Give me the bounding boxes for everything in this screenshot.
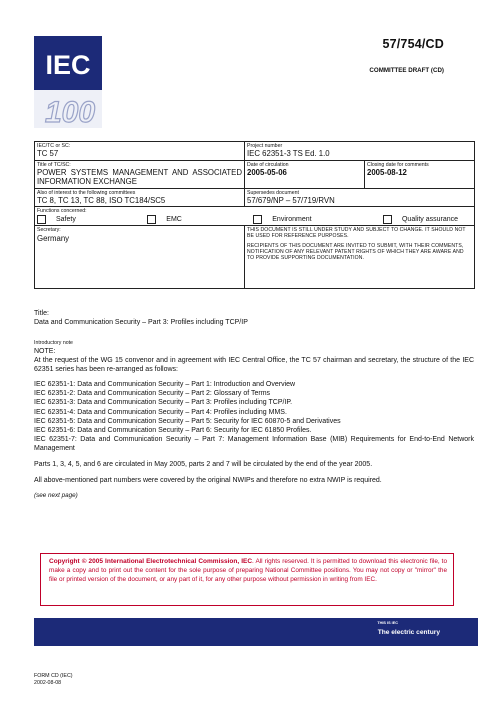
tc-cell: [35, 142, 245, 161]
title-label: Title:: [34, 310, 49, 317]
notice-study: THIS DOCUMENT IS STILL UNDER STUDY AND SUBJECT TO CHANGE. IT SHOULD NOT BE USED FOR REFERENCE PURPOSES.: [247, 227, 466, 240]
nwip-paragraph: All above-mentioned part numbers were covered by the original NWIPs and therefore no extra NWIP is required.: [34, 477, 382, 485]
environment-checkbox[interactable]: [253, 215, 262, 224]
title-value: POWER SYSTEMS MANAGEMENT AND ASSOCIATED INFORMATION EXCHANGE: [37, 167, 242, 187]
table-row: [35, 207, 475, 226]
table-row: [35, 142, 475, 161]
document-title: Data and Communication Security – Part 3: Profiles including TCP/IP: [34, 319, 248, 327]
copyright-notice: [40, 553, 454, 606]
quality-assurance-checkbox[interactable]: [383, 215, 392, 224]
circulation-cell: [245, 160, 365, 188]
interest-cell: [35, 188, 245, 207]
banner-tagline: THIS IS IEC: [377, 621, 398, 625]
emc-checkbox[interactable]: [147, 215, 156, 224]
list-item: IEC 62351-4: Data and Communication Security – Part 4: Profiles including MMS.: [34, 408, 287, 416]
safety-checkbox[interactable]: [37, 215, 46, 224]
list-item: IEC 62351-2: Data and Communication Security – Part 2: Glossary of Terms: [34, 390, 271, 398]
interest-label: Also of interest to the following committees: [37, 189, 136, 196]
closing-cell: [365, 160, 475, 188]
circulation-value: 2005-05-06: [247, 167, 287, 177]
function-label: Quality assurance: [401, 215, 459, 223]
title-label: Title of TC/SC:: [37, 161, 71, 168]
document-type: COMMITTEE DRAFT (CD): [369, 67, 444, 74]
parts-list: [34, 380, 474, 453]
secretary-cell: [35, 226, 245, 289]
list-item: IEC 62351-3: Data and Communication Security – Part 3: Profiles including TCP/IP.: [34, 399, 293, 407]
functions-cell: [35, 207, 475, 226]
interest-value: TC 8, TC 13, TC 88, ISO TC184/SC5: [37, 195, 166, 205]
function-emc[interactable]: [147, 215, 182, 224]
secretary-value: Germany: [37, 233, 70, 243]
cover-info-table: [34, 141, 475, 289]
see-next-page: (see next page): [34, 492, 78, 500]
function-label: Safety: [56, 215, 76, 223]
function-label: Environment: [272, 215, 312, 223]
form-date: 2002-08-08: [34, 679, 62, 686]
iec-banner: [34, 618, 478, 646]
closing-value: 2005-08-12: [367, 167, 407, 177]
list-item: IEC 62351-5: Data and Communication Security – Part 5: Security for IEC 60870-5 and Derivatives: [34, 417, 341, 425]
project-label: Project number: [247, 143, 283, 149]
supersedes-label: Supersedes document: [247, 189, 299, 196]
list-item: IEC 62351-6: Data and Communication Security – Part 6: Security for IEC 61850 Profiles.: [34, 426, 312, 434]
tc-label: IEC/TC or SC:: [37, 143, 71, 149]
tc-value: TC 57: [37, 149, 59, 159]
circulation-label: Date of circulation: [247, 161, 289, 168]
project-value: IEC 62351-3 TS Ed. 1.0: [247, 149, 330, 159]
functions-list: [37, 214, 472, 224]
note-text: At the request of the WG 15 convenor and in agreement with IEC Central Office, the TC 57 chairman and secretary, the structure of the IEC 62351 series has been re-arranged as follows:: [34, 357, 474, 374]
iec-logo: [34, 36, 102, 128]
form-footer: [34, 673, 73, 686]
closing-label: Closing date for comments: [367, 161, 429, 168]
project-cell: [245, 142, 475, 161]
copyright-heading: Copyright © 2005 International Electrotechnical Commission, IEC: [49, 558, 253, 565]
circulation-paragraph: Parts 1, 3, 4, 5, and 6 are circulated in May 2005, parts 2 and 7 will be circulated by the end of the year 2005.: [34, 460, 373, 468]
document-body: [34, 309, 474, 500]
function-safety[interactable]: [37, 215, 76, 224]
list-item: IEC 62351-1: Data and Communication Security – Part 1: Introduction and Overview: [34, 381, 296, 389]
table-row: [35, 160, 475, 188]
functions-label: Functions concerned:: [37, 208, 87, 215]
svg-text:100: 100: [44, 96, 96, 128]
svg-text:IEC: IEC: [45, 50, 91, 80]
notice-patents: RECIPIENTS OF THIS DOCUMENT ARE INVITED TO SUBMIT, WITH THEIR COMMENTS, NOTIFICATION OF ANY RELEVANT PATENT RIGHTS OF WHICH THEY ARE AWARE AND TO PROVIDE SUPPORTING DOCUMENTATION.: [247, 242, 464, 261]
notice-cell: [245, 226, 475, 289]
supersedes-cell: [245, 188, 475, 207]
function-environment[interactable]: [253, 215, 311, 224]
table-row: [35, 226, 475, 289]
function-label: EMC: [166, 215, 182, 223]
list-item: IEC 62351-7: Data and Communication Security – Part 7: Management Information Base (MIB) Requirements for End-to-End Network Management: [34, 435, 474, 452]
function-quality-assurance[interactable]: [383, 215, 458, 224]
table-row: [35, 188, 475, 207]
banner-slogan: The electric century: [377, 629, 440, 636]
supersedes-value: 57/679/NP – 57/719/RVN: [247, 195, 335, 205]
form-id: FORM CD (IEC): [34, 673, 73, 679]
secretary-label: Secretary:: [37, 227, 61, 234]
title-cell: [35, 160, 245, 188]
note-label: NOTE:: [34, 347, 56, 355]
copyright-text: . All rights reserved. It is permitted to download this electronic file, to make a copy and to print out the content for the sole purpose of preparing National Committee positions. You may not copy or "mirror" the file or printed version of the document, or any part of it, for any other purpose without permission in writing from IEC.: [49, 558, 448, 583]
document-number: 57/754/CD: [382, 37, 444, 51]
intro-label: Introductory note: [34, 340, 73, 347]
